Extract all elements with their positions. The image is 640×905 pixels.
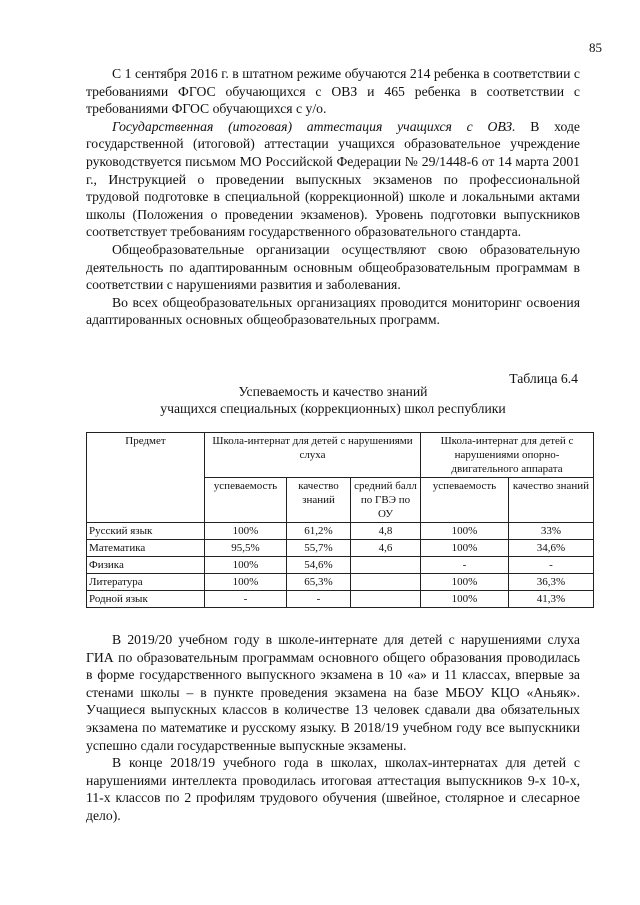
paragraph-enrollment: С 1 сентября 2016 г. в штатном режиме обучаются 214 ребенка в соответствии с требованиями ФГОС обучающихся с ОВЗ и 465 ребенка в соответствии с требованиями ФГОС обучающихся с у/о. <box>86 66 580 117</box>
cell: - <box>421 557 509 574</box>
paragraph-monitoring: Во всех общеобразовательных организациях проводится мониторинг освоения адаптированных основных общеобразовательных программ. <box>86 294 580 328</box>
cell: - <box>509 557 594 574</box>
results-table <box>86 432 594 608</box>
caption-line-2: учащихся специальных (коррекционных) школ республики <box>160 401 506 416</box>
cell-subject: Литература <box>87 574 205 591</box>
cell: - <box>287 591 351 608</box>
cell-subject: Математика <box>87 540 205 557</box>
cell <box>351 557 421 574</box>
subheader-success-1: успеваемость <box>205 478 287 523</box>
table-caption <box>86 383 580 417</box>
cell-subject: Русский язык <box>87 523 205 540</box>
header-musculoskeletal-school: Школа-интернат для детей с нарушениями опорно-двигательного аппарата <box>421 433 594 478</box>
caption-line-1: Успеваемость и качество знаний <box>238 384 428 399</box>
cell: 34,6% <box>509 540 594 557</box>
cell: 100% <box>421 523 509 540</box>
paragraph-organizations: Общеобразовательные организации осуществляют свою образовательную деятельность по адаптированным основным общеобразовательным программам в соответствии с нарушениями развития и заболевания. <box>86 241 580 293</box>
cell-subject: Родной язык <box>87 591 205 608</box>
cell: 61,2% <box>287 523 351 540</box>
subheader-avg-score: средний балл по ГВЭ по ОУ <box>351 478 421 523</box>
cell: 33% <box>509 523 594 540</box>
cell: 36,3% <box>509 574 594 591</box>
cell: 54,6% <box>287 557 351 574</box>
cell: 100% <box>421 591 509 608</box>
paragraph-gia-2019: В 2019/20 учебном году в школе-интернате для детей с нарушениями слуха ГИА по образовательным программам основного общего образования проводилась в форме государственного выпускного экзамена в 10 «а» и 11 классах, впервые за стенами школы – в пункте проведения экзамена на базе МБОУ КЦО «Аньяк». Учащиеся выпускных классов в количестве 13 человек сдавали два обязательных экзамена по математике и русскому языку. В 2018/19 учебном году все выпускники успешно сдали государственные выпускные экзамены. <box>86 632 580 753</box>
cell: 4,8 <box>351 523 421 540</box>
header-subject: Предмет <box>87 433 205 523</box>
subheader-success-2: успеваемость <box>421 478 509 523</box>
paragraph-attestation <box>86 118 580 241</box>
subheader-quality-1: качество знаний <box>287 478 351 523</box>
table-row <box>87 591 594 608</box>
table-row <box>87 540 594 557</box>
cell: 100% <box>205 557 287 574</box>
intro-text <box>86 65 580 329</box>
closing-text <box>86 631 580 825</box>
cell <box>351 591 421 608</box>
paragraph-final-attestation: В конце 2018/19 учебного года в школах, школах-интернатах для детей с нарушениями интеллекта проводилась итоговая аттестация выпускников 9-х 10-х, 11-х классов по 2 профилям трудового обучения (швейное, столярное и слесарное дело). <box>86 755 580 823</box>
header-hearing-school: Школа-интернат для детей с нарушениями слуха <box>205 433 421 478</box>
table-row <box>87 574 594 591</box>
table-label: Таблица 6.4 <box>509 371 578 386</box>
subheader-quality-2: качество знаний <box>509 478 594 523</box>
attestation-heading: Государственная (итоговая) аттестация учащихся с ОВЗ. <box>112 118 516 134</box>
cell: 100% <box>205 574 287 591</box>
table-header-row <box>87 433 594 478</box>
cell: 55,7% <box>287 540 351 557</box>
cell: - <box>205 591 287 608</box>
page-number: 85 <box>589 40 602 55</box>
table-row <box>87 557 594 574</box>
cell: 4,6 <box>351 540 421 557</box>
table-row <box>87 523 594 540</box>
cell: 65,3% <box>287 574 351 591</box>
cell: 100% <box>421 540 509 557</box>
cell: 95,5% <box>205 540 287 557</box>
attestation-body: В ходе государственной (итоговой) аттестации учащихся образовательное учреждение руководствуется письмом МО Российской Федерации № 29/1448-6 от 14 марта 2001 г., Инструкцией о проведении выпускных экзаменов по профессиональной трудовой подготовке в специальной (коррекционной) школе и локальными актами школы (Положения о проведении экзаменов). Уровень подготовки выпускников соответствует требованиям государственного образовательного стандарта. <box>86 118 580 240</box>
cell-subject: Физика <box>87 557 205 574</box>
cell: 100% <box>421 574 509 591</box>
cell <box>351 574 421 591</box>
cell: 100% <box>205 523 287 540</box>
cell: 41,3% <box>509 591 594 608</box>
